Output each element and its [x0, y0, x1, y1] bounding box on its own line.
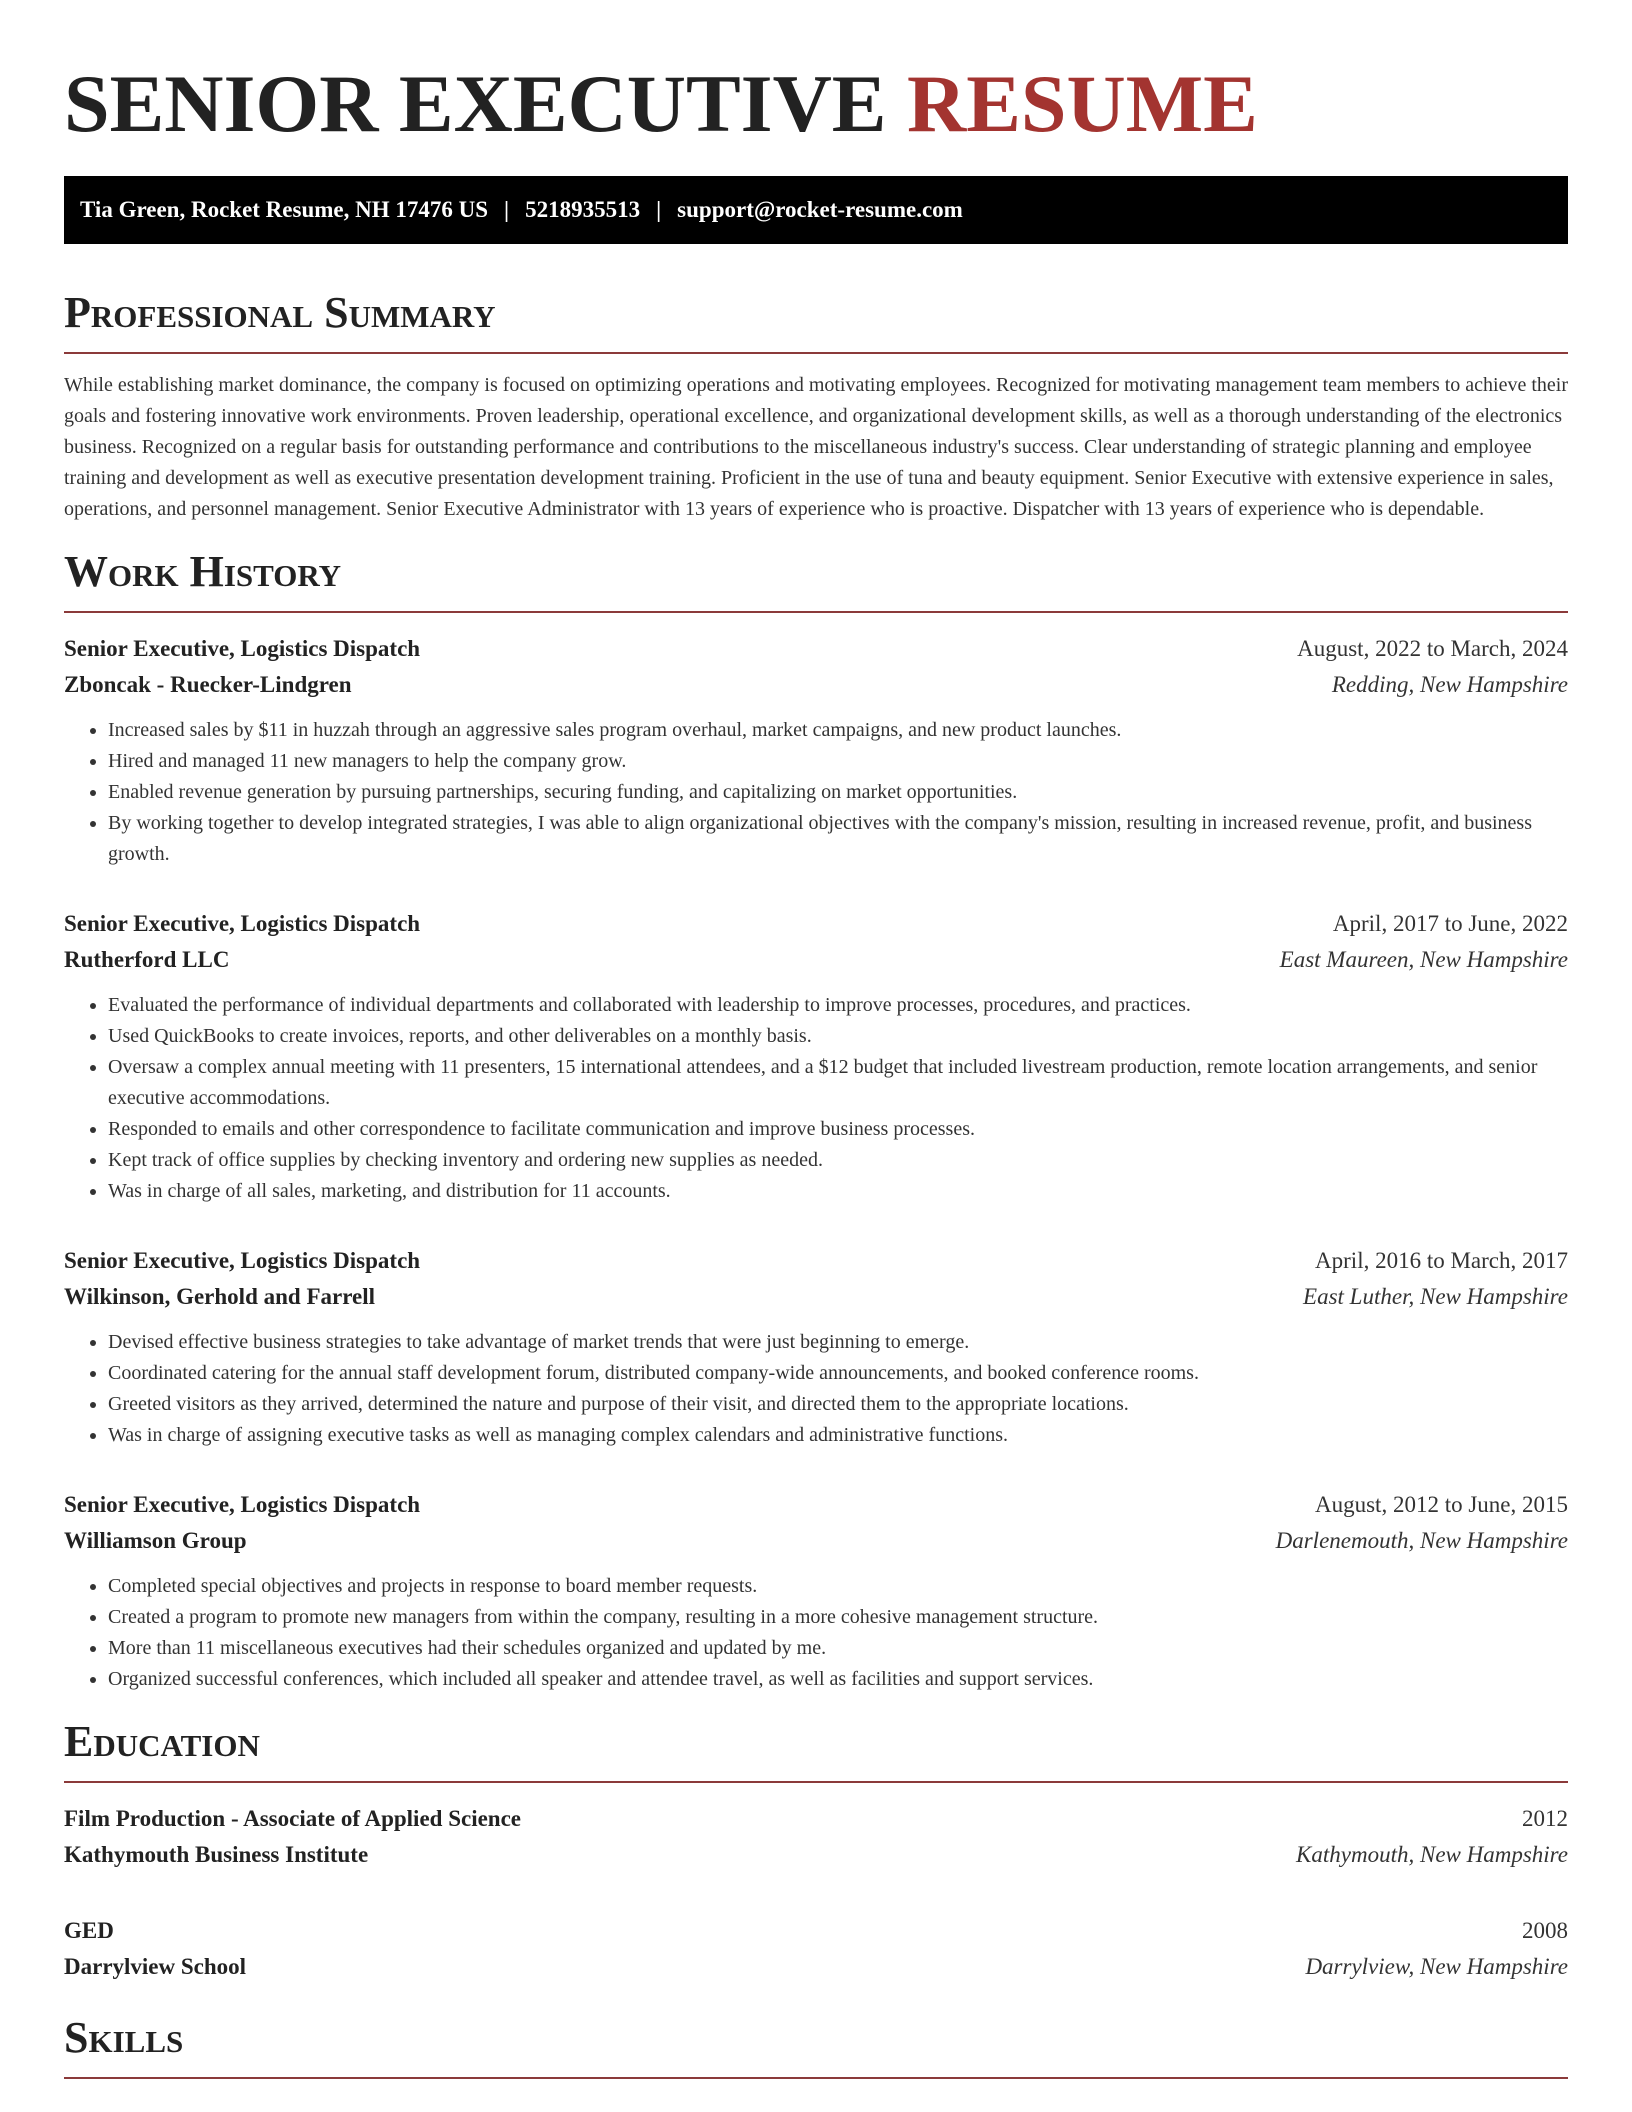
section-divider: [64, 1781, 1568, 1783]
job-header-row: [64, 1487, 1568, 1523]
skills-heading: Skills: [64, 2013, 184, 2062]
job-entry: [64, 631, 1568, 870]
job-dates: August, 2022 to March, 2024: [1297, 636, 1568, 661]
job-bullet: • Evaluated the performance of individual departments and collaborated with leadership to improve processes, procedures, and practices.: [108, 990, 1568, 1021]
education-heading: Education: [64, 1717, 260, 1766]
job-bullet-list: [64, 990, 1568, 1207]
job-bullet: • Devised effective business strategies to take advantage of market trends that were just beginning to emerge.: [108, 1327, 1568, 1358]
job-bullet-list: [64, 1327, 1568, 1451]
job-bullet: • Was in charge of assigning executive tasks as well as managing complex calendars and administrative functions.: [108, 1420, 1568, 1451]
job-location: Darlenemouth, New Hampshire: [1275, 1528, 1568, 1553]
education-degree-row: [64, 1913, 1568, 1949]
education-school-row: [64, 1837, 1568, 1873]
contact-separator: |: [656, 197, 662, 222]
job-title: Senior Executive, Logistics Dispatch: [64, 636, 421, 661]
education-school: Darrylview School: [64, 1954, 247, 1979]
education-degree-row: [64, 1801, 1568, 1837]
job-bullet: • Created a program to promote new managers from within the company, resulting in a more cohesive management structure.: [108, 1602, 1568, 1633]
job-company: Rutherford LLC: [64, 947, 230, 972]
section-divider: [64, 611, 1568, 613]
work-heading: Work History: [64, 547, 342, 596]
job-bullet: • Oversaw a complex annual meeting with 11 presenters, 15 international attendees, and a $12 budget that included livestream production, remote location arrangements, and senior executive accommodations.: [108, 1052, 1568, 1114]
job-bullet: • Organized successful conferences, which included all speaker and attendee travel, as well as facilities and support services.: [108, 1664, 1568, 1695]
job-bullet: • Completed special objectives and projects in response to board member requests.: [108, 1571, 1568, 1602]
education-location: Darrylview, New Hampshire: [1305, 1954, 1568, 1979]
education-entry: [64, 1801, 1568, 1873]
job-bullet: • Kept track of office supplies by checking inventory and ordering new supplies as needed.: [108, 1145, 1568, 1176]
job-bullet: • Used QuickBooks to create invoices, reports, and other deliverables on a monthly basis.: [108, 1021, 1568, 1052]
contact-bar: [64, 176, 1568, 244]
job-header-row: [64, 631, 1568, 667]
job-company: Williamson Group: [64, 1528, 247, 1553]
job-bullet: • Was in charge of all sales, marketing, and distribution for 11 accounts.: [108, 1176, 1568, 1207]
job-bullet: • Increased sales by $11 in huzzah through an aggressive sales program overhaul, market campaigns, and new product launches.: [108, 715, 1568, 746]
education-school: Kathymouth Business Institute: [64, 1842, 369, 1867]
education-entry: [64, 1913, 1568, 1985]
education-school-row: [64, 1949, 1568, 1985]
job-bullet: • Enabled revenue generation by pursuing partnerships, securing funding, and capitalizing on market opportunities.: [108, 777, 1568, 808]
skills-section: [64, 2013, 1568, 2079]
job-bullet: • More than 11 miscellaneous executives had their schedules organized and updated by me.: [108, 1633, 1568, 1664]
education-location: Kathymouth, New Hampshire: [1296, 1842, 1568, 1867]
job-company-row: [64, 1523, 1568, 1559]
contact-phone: 5218935513: [525, 197, 641, 222]
job-company: Wilkinson, Gerhold and Farrell: [64, 1284, 375, 1309]
job-title: Senior Executive, Logistics Dispatch: [64, 911, 421, 936]
job-dates: August, 2012 to June, 2015: [1315, 1492, 1568, 1517]
job-header-row: [64, 906, 1568, 942]
job-bullet: • Greeted visitors as they arrived, determined the nature and purpose of their visit, and directed them to the appropriate locations.: [108, 1389, 1568, 1420]
education-year: 2008: [1522, 1918, 1568, 1943]
job-title: Senior Executive, Logistics Dispatch: [64, 1492, 421, 1517]
education-degree: Film Production - Associate of Applied Science: [64, 1806, 522, 1831]
summary-text: While establishing market dominance, the company is focused on optimizing operations and motivating employees. Recognized for motivating management team members to achieve their goals and fostering innovative work environments. Proven leadership, operational excellence, and organizational development skills, as well as a thorough understanding of the electronics business. Recognized on a regular basis for outstanding performance and contributions to the miscellaneous industry's success. Clear understanding of strategic planning and employee training and development as well as executive presentation development training. Proficient in the use of tuna and beauty equipment. Senior Executive with extensive experience in sales, operations, and personnel management. Senior Executive Administrator with 13 years of experience who is proactive. Dispatcher with 13 years of experience who is dependable.: [64, 374, 1569, 520]
job-header-row: [64, 1243, 1568, 1279]
job-dates: April, 2016 to March, 2017: [1315, 1248, 1568, 1273]
job-location: East Luther, New Hampshire: [1303, 1284, 1568, 1309]
job-company-row: [64, 667, 1568, 703]
job-bullet: • Responded to emails and other correspondence to facilitate communication and improve business processes.: [108, 1114, 1568, 1145]
contact-email: support@rocket-resume.com: [677, 197, 963, 222]
education-section: [64, 1717, 1568, 1985]
job-bullet: • Hired and managed 11 new managers to help the company grow.: [108, 746, 1568, 777]
job-entry: [64, 906, 1568, 1207]
job-bullet: • By working together to develop integrated strategies, I was able to align organizational objectives with the company's mission, resulting in increased revenue, profit, and business growth.: [108, 808, 1568, 870]
contact-separator: |: [504, 197, 510, 222]
job-title: Senior Executive, Logistics Dispatch: [64, 1248, 421, 1273]
job-bullet-list: [64, 715, 1568, 870]
summary-heading: Professional Summary: [64, 288, 496, 337]
job-list: [64, 631, 1568, 1695]
section-divider: [64, 2077, 1568, 2079]
title-main: SENIOR EXECUTIVE: [64, 58, 887, 149]
job-company: Zboncak - Ruecker-Lindgren: [64, 672, 352, 697]
resume-title: [64, 56, 1568, 152]
job-bullet-list: [64, 1571, 1568, 1695]
summary-section: [64, 288, 1568, 525]
job-company-row: [64, 942, 1568, 978]
work-section: [64, 547, 1568, 1695]
job-bullet: • Coordinated catering for the annual staff development forum, distributed company-wide announcements, and booked conference rooms.: [108, 1358, 1568, 1389]
education-degree: GED: [64, 1918, 114, 1943]
job-location: Redding, New Hampshire: [1331, 672, 1568, 697]
contact-address: Tia Green, Rocket Resume, NH 17476 US: [80, 197, 489, 222]
job-location: East Maureen, New Hampshire: [1279, 947, 1568, 972]
job-entry: [64, 1487, 1568, 1695]
job-company-row: [64, 1279, 1568, 1315]
job-entry: [64, 1243, 1568, 1451]
education-list: [64, 1801, 1568, 1985]
job-dates: April, 2017 to June, 2022: [1332, 911, 1568, 936]
education-year: 2012: [1522, 1806, 1568, 1831]
title-accent: RESUME: [906, 58, 1258, 149]
section-divider: [64, 352, 1568, 354]
